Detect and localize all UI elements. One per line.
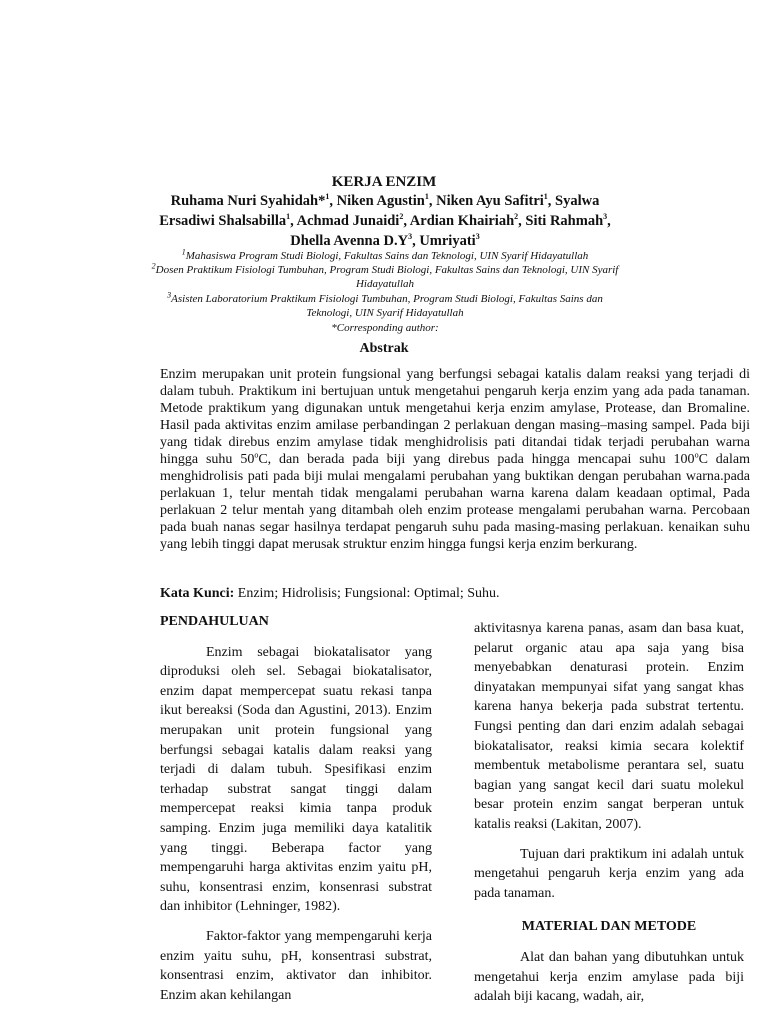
right-column <box>474 619 744 1017</box>
author-affiliation-sup: 3 <box>603 212 608 222</box>
keywords <box>160 585 750 602</box>
intro-paragraph-3: aktivitasnya karena panas, asam dan basa kuat, pelarut organic atau apa saja yang bisa menyebabkan denaturasi protein. Enzim dinyatakan mempunyai sifat yang sangat khas karena hanya bekerja pada substrat tertentu. Fungsi penting dan dari enzim adalah sebagai biokatalisator, reaksi kimia secara kolektif membentuk metabolisme perantara sel, suatu bagian yang sangat kecil dari suatu molekul besar protein enzim sangat berperan untuk katalis reaksi (Lakitan, 2007). <box>474 621 744 832</box>
methods-paragraph-1: Alat dan bahan yang dibutuhkan untuk mengetahui kerja enzim amylase pada biji adalah biji kacang, wadah, air, <box>474 949 744 1005</box>
author-separator: , <box>403 213 410 229</box>
author-name: Ardian Khairiah <box>409 213 515 229</box>
author-separator: , <box>290 213 297 229</box>
author-name: Achmad Junaidi <box>296 213 400 229</box>
author-affiliation-sup: 1 <box>543 192 548 202</box>
abstract-part-2: C, dan berada pada biji yang direbus pada hingga mencapai suhu 100 <box>258 452 695 467</box>
author-affiliation-sup: 2 <box>399 212 404 222</box>
author-separator: , <box>329 193 337 209</box>
abstract-part-3: C dalam menghidrolisis pati pada biji mulai mengalami perubahan yang buktikan dengan perubahan warna.pada perlakuan 1, telur mentah tidak mengalami perubahan warna karena dalam keadaan optimal, Pada perlakuan 2 telur mentah yang ditambah oleh enzim protease mengalami perubahan warna. Percobaan pada buah nanas segar hasilnya terdapat pengaruh suhu pada masing-masing perlakuan. kenaikan suhu yang lebih tinggi dapat merusak struktur enzim hingga fungsi kerja enzim berkurang. <box>160 452 750 552</box>
author-separator: , <box>518 213 526 229</box>
author-separator: , <box>607 213 611 229</box>
author-separator: , <box>547 193 556 209</box>
abstract-heading: Abstrak <box>359 341 409 356</box>
section-heading-pendahuluan: PENDAHULUAN <box>160 614 269 629</box>
keywords-label: Kata Kunci: <box>160 586 235 601</box>
author-separator: , <box>412 233 420 249</box>
abstract-part-1: Enzim merupakan unit protein fungsional yang berfungsi sebagai katalis dalam reaksi yang terjadi di dalam tubuh. Praktikum ini bertujuan untuk mengetahui pengaruh kerja enzim yang ada pada tanaman. Metode praktikum yang digunakan untuk mengetahui kerja enzim amylase, Protease, dan Bromaline. Hasil pada aktivitas enzim amilase perbandingan 2 perlakuan dengan masing–masing sampel. Pada biji yang tidak direbus enzim amylase tidak menghidrolisis pati ditandai tidak terjadi perubahan warna hingga suhu 50 <box>160 367 750 467</box>
author-separator: , <box>428 193 437 209</box>
author-name: Niken Ayu Safitri <box>436 193 544 209</box>
affiliation-2 <box>150 263 620 291</box>
affiliation-3-text: Asisten Laboratorium Praktikum Fisiologi Tumbuhan, Program Studi Biologi, Fakultas Sains dan Teknologi, UIN Syarif Hidayatullah <box>171 293 603 319</box>
author-name: Ruhama Nuri Syahidah* <box>170 193 326 209</box>
affiliation-1 <box>150 249 620 263</box>
intro-paragraph-1: Enzim sebagai biokatalisator yang diproduksi oleh sel. Sebagai biokatalisator, enzim dapat mempercepat suatu rekasi tanpa ikut bereaksi (Soda dan Agustini, 2013). Enzim merupakan unit protein fungsional yang berfungsi sebagai katalis dalam reaksi yang terjadi di dalam tubuh. Spesifikasi enzim terhadap substrat sangat tinggi dalam mempercepat reaksi kimia tanpa produk samping. Enzim juga memiliki daya katalitik yang tinggi. Beberapa factor yang mempengaruhi harga aktivitas enzim yaitu pH, suhu, konsentrasi enzim, konsenrasi substrat dan inhibitor (Lehninger, 1982). <box>160 644 432 915</box>
abstract-text <box>160 366 750 553</box>
affiliation-2-text: Dosen Praktikum Fisiologi Tumbuhan, Program Studi Biologi, Fakultas Sains dan Teknologi, UIN Syarif Hidayatullah <box>155 264 619 290</box>
affiliation-2-sup: 2 <box>151 261 156 271</box>
section-heading-methods: MATERIAL DAN METODE <box>521 919 697 935</box>
paper-title: KERJA ENZIM <box>331 174 437 190</box>
keywords-text: Enzim; Hidrolisis; Fungsional: Optimal; Suhu. <box>234 586 500 601</box>
corresponding-author: *Corresponding author: <box>331 322 439 334</box>
author-affiliation-sup: 1 <box>286 212 291 222</box>
affiliation-1-sup: 1 <box>181 247 186 257</box>
affiliation-3 <box>150 292 620 320</box>
author-name: Umriyati <box>419 233 476 249</box>
affiliation-1-text: Mahasiswa Program Studi Biologi, Fakultas Sains dan Teknologi, UIN Syarif Hidayatullah <box>185 250 589 262</box>
degree-sup-2: o <box>694 450 699 460</box>
degree-sup-1: o <box>254 450 259 460</box>
author-name: Dhella Avenna D.Y <box>290 233 409 249</box>
left-column <box>160 612 432 1015</box>
author-affiliation-sup: 3 <box>475 232 480 242</box>
intro-paragraph-2: Faktor-faktor yang mempengaruhi kerja enzim yaitu suhu, pH, konsentrasi substrat, konsentrasi enzim, aktivator dan inhibitor. Enzim akan kehilangan <box>160 928 432 1003</box>
author-name: Syalwa Ersadiwi Shalsabilla <box>159 193 600 229</box>
author-affiliation-sup: 2 <box>514 212 519 222</box>
affiliation-3-sup: 3 <box>167 290 172 300</box>
author-affiliation-sup: 1 <box>424 192 429 202</box>
author-affiliation-sup: 3 <box>408 232 413 242</box>
author-list <box>150 191 620 251</box>
author-name: Niken Agustin <box>336 193 425 209</box>
author-name: Siti Rahmah <box>525 213 604 229</box>
author-affiliation-sup: 1 <box>325 192 330 202</box>
intro-paragraph-4: Tujuan dari praktikum ini adalah untuk mengetahui pengaruh kerja enzim yang ada pada tanaman. <box>474 846 744 901</box>
